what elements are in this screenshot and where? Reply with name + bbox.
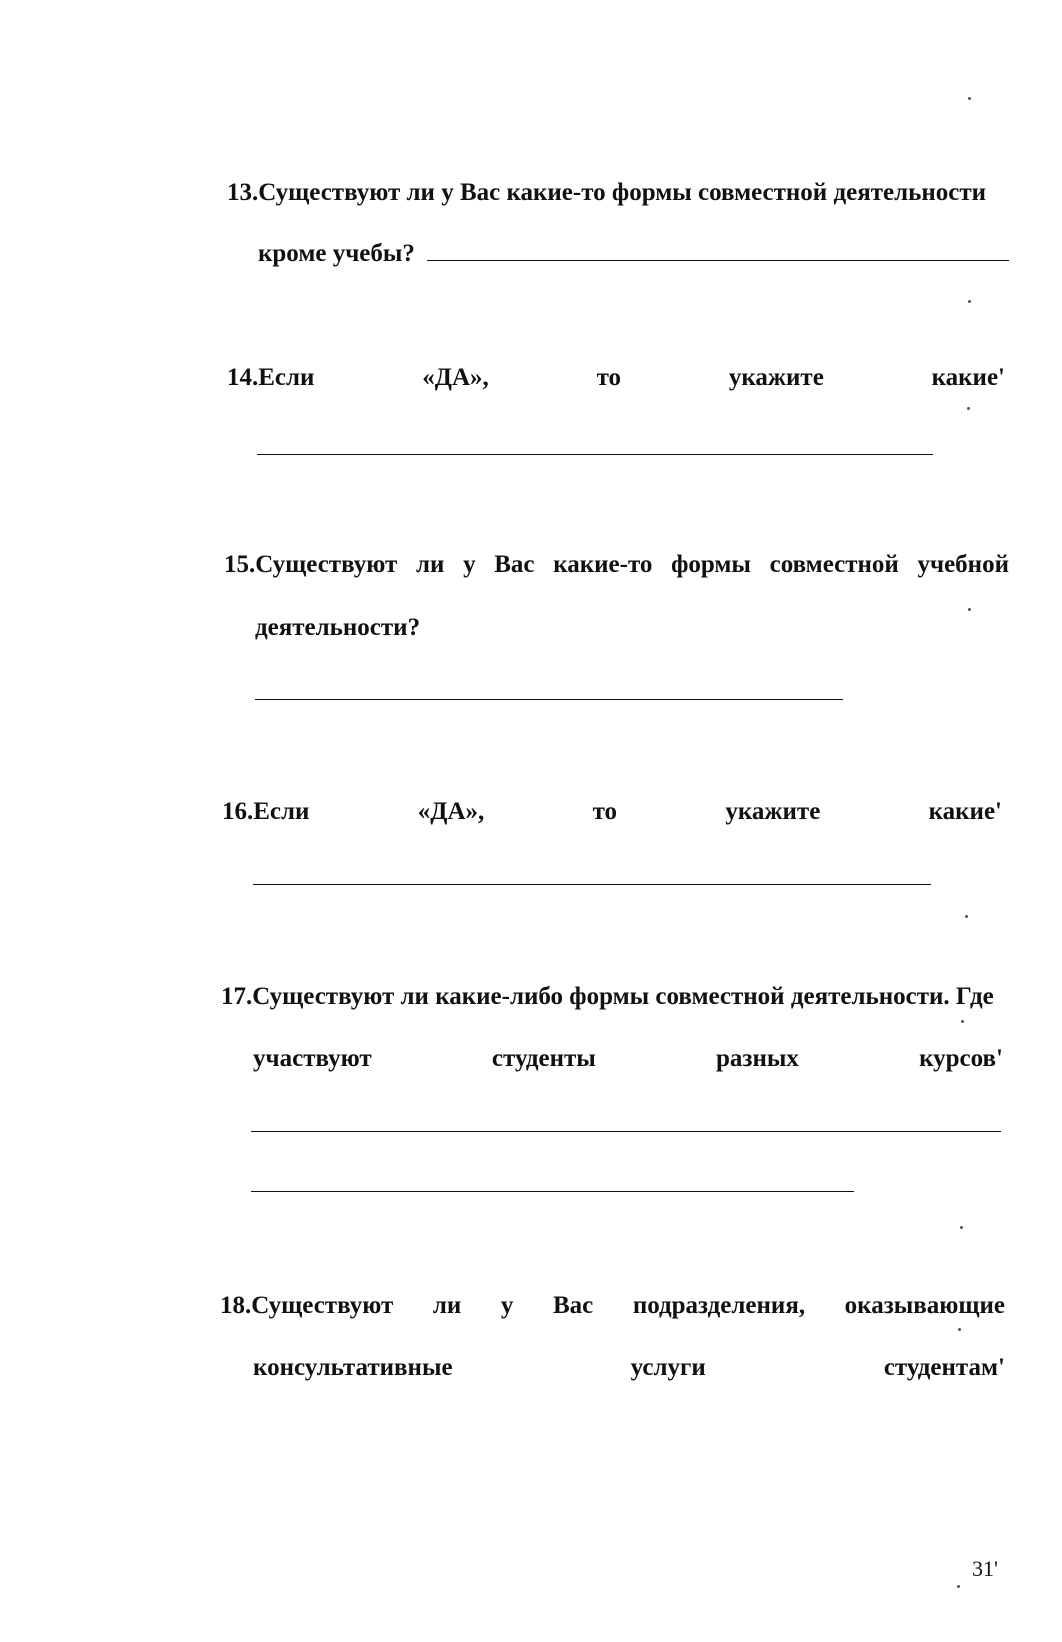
- question-18-word: 18.Существуют: [220, 1292, 394, 1319]
- question-16-word: «ДА»,: [417, 798, 485, 825]
- answer-blank-14[interactable]: [257, 454, 933, 455]
- question-18-word: ли: [432, 1292, 462, 1319]
- scan-speck: [968, 97, 971, 100]
- question-18-word: консультативные: [253, 1354, 453, 1381]
- question-18-word: Вас: [552, 1292, 594, 1319]
- scan-speck: [967, 407, 970, 410]
- question-15-word: ли: [415, 551, 445, 578]
- page-number: 31': [972, 1556, 998, 1581]
- question-18-word: услуги: [630, 1354, 706, 1381]
- question-14-line1: [227, 363, 1005, 393]
- question-15-word: 15.Существуют: [224, 551, 398, 578]
- question-15-word: Вас: [494, 551, 535, 578]
- question-16-line1: [222, 797, 1002, 827]
- question-15-line2: деятельности?: [255, 614, 421, 641]
- question-17-word: участвуют: [253, 1045, 372, 1072]
- question-15-word: учебной: [917, 551, 1009, 578]
- scan-speck: [968, 300, 971, 303]
- question-18-word: оказывающие: [844, 1292, 1005, 1319]
- question-14-word: «ДА»,: [422, 364, 489, 391]
- question-16-word: 16.Если: [222, 798, 310, 825]
- question-17-word: курсов': [919, 1045, 1003, 1072]
- scan-speck: [968, 608, 971, 611]
- question-13-line1: 13.Существуют ли у Вас какие-то формы совместной деятельности: [227, 179, 987, 206]
- question-18-line1: [220, 1291, 1005, 1321]
- question-14-word: какие': [931, 364, 1005, 391]
- question-15-word: у: [463, 551, 476, 578]
- question-15-word: совместной: [769, 551, 899, 578]
- answer-blank-16[interactable]: [253, 884, 931, 885]
- question-17-line1: 17.Существуют ли какие-либо формы совместной деятельности. Где: [221, 983, 994, 1010]
- question-17-word: студенты: [491, 1045, 596, 1072]
- scan-speck: [961, 1020, 964, 1023]
- question-15-word: какие-то: [553, 551, 653, 578]
- question-14-word: укажите: [728, 364, 824, 391]
- scan-speck: [958, 1328, 961, 1331]
- question-14-word: то: [596, 364, 622, 391]
- question-17-line2: [253, 1044, 1003, 1074]
- question-13-line2: [258, 238, 1008, 269]
- question-16-word: то: [592, 798, 618, 825]
- question-18-word: студентам': [883, 1354, 1005, 1381]
- answer-blank-15[interactable]: [255, 699, 843, 700]
- question-15-line1: [224, 550, 1009, 580]
- question-16-word: укажите: [725, 798, 821, 825]
- scan-speck: [965, 915, 968, 918]
- question-13-text: кроме учебы?: [258, 240, 415, 267]
- question-18-line2: [253, 1353, 1005, 1383]
- question-18-word: подразделения,: [632, 1292, 806, 1319]
- scan-speck: [960, 1226, 963, 1229]
- scan-speck: [957, 1585, 960, 1588]
- question-18-word: у: [500, 1292, 514, 1319]
- question-14-word: 14.Если: [227, 364, 315, 391]
- answer-blank-13[interactable]: [427, 238, 1009, 261]
- question-16-word: какие': [928, 798, 1002, 825]
- question-17-word: разных: [716, 1045, 799, 1072]
- question-15-word: формы: [671, 551, 751, 578]
- answer-blank-17a[interactable]: [251, 1131, 1001, 1132]
- answer-blank-17b[interactable]: [251, 1191, 854, 1192]
